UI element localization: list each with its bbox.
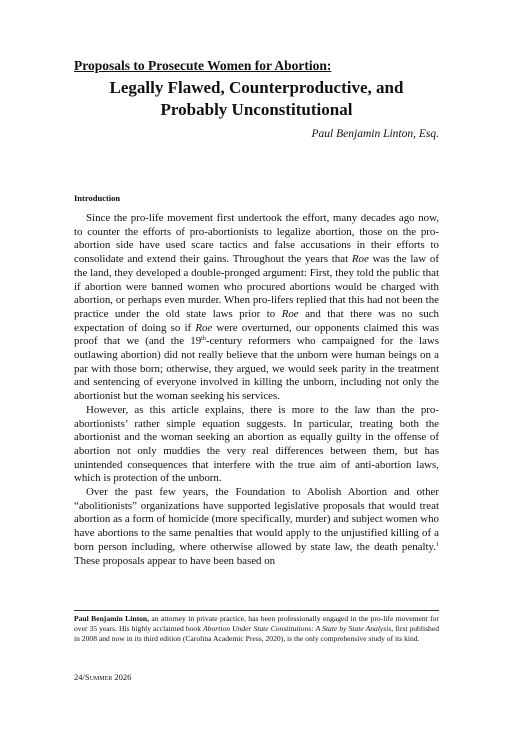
article-kicker: Proposals to Prosecute Women for Abortion: <box>74 58 332 73</box>
paragraph-3 <box>74 486 439 568</box>
footnote-divider <box>74 610 439 611</box>
article-body <box>74 212 439 568</box>
case-name-roe: Roe <box>195 321 213 334</box>
ordinal-superscript: th <box>201 336 206 343</box>
footnote-book-title: Abortion Under State Constitutions: A State by State Analysis <box>203 623 392 633</box>
author-byline: Paul Benjamin Linton, Esq. <box>311 128 439 140</box>
paragraph-1-text-a: Since the pro-life movement first undertook the effort, many decades ago now, to counter the efforts of pro-abortionists to legalize abortion, those on the pro-abortion side have used scare tactics and false accusations in their efforts to consolidate and extend their gains. Throughout the years that <box>74 212 439 266</box>
page-folio <box>74 672 131 682</box>
footnote-reference: 1 <box>436 541 439 548</box>
article-title-line-2: Probably Unconstitutional <box>160 100 353 119</box>
case-name-roe: Roe <box>351 253 369 266</box>
paragraph-1-text-b: was the law of the land, they developed a double-pronged argument: First, they told the public that if abortion were banned women who procured abortions would be charged with abortion, or perhaps even murder. When pro-lifers replied that this had not been the practice under the old state laws prior to <box>74 253 439 320</box>
author-footnote <box>74 614 439 643</box>
footnote-text-a: an attorney in private practice, has been professionally engaged in the pro-life movement for over 35 years. His highly acclaimed book <box>74 614 439 633</box>
issue-year: 2026 <box>112 672 132 682</box>
page-number: 24/ <box>74 672 85 682</box>
article-title-line-1: Legally Flawed, Counterproductive, and <box>109 78 404 97</box>
issue-season: Summer <box>84 672 113 682</box>
footnote-text-b: , first published in 2008 and now in its third edition (Carolina Academic Press, 2020), is the only comprehensive study of its kind. <box>74 623 439 643</box>
article-title <box>74 77 439 121</box>
footnote-author-name: Paul Benjamin Linton, <box>74 614 150 623</box>
paragraph-3-text-b: These proposals appear to have been based on <box>74 554 276 567</box>
paragraph-3-text-a: Over the past few years, the Foundation to Abolish Abortion and other “abolitionists” organizations have supported legislative proposals that would treat abortion as a form of homicide (more specifically, murder) and subject women who have abortions to the same penalties that would apply to the unjustified killing of a born person including, where otherwise allowed by state law, the death penalty. <box>74 486 439 553</box>
paragraph-2: However, as this article explains, there is more to the law than the pro-abortionists’ rather simple equation suggests. In particular, treating both the abortionist and the woman seeking an abortion as equally guilty in the offense of abortion not only muddies the very real differences between them, but has unintended consequences that interfere with the true aim of anti-abortion laws, which is protection of the unborn. <box>74 403 439 485</box>
paragraph-1-text-d: were overturned, our opponents claimed this was proof that we (and the 19 <box>74 321 439 348</box>
case-name-roe: Roe <box>281 307 299 320</box>
paragraph-1-text-e: -century reformers who campaigned for the laws outlawing abortion) did not really believe that the unborn were human beings on a par with those born; otherwise, they argued, we would seek parity in the treatment and sentencing of everyone involved in killing the unborn, including not only the abortionist but the woman seeking his services. <box>74 335 439 403</box>
paragraph-1 <box>74 212 439 404</box>
section-heading: Introduction <box>74 193 121 203</box>
paragraph-1-text-c: and that there was no such expectation of doing so if <box>74 307 439 334</box>
